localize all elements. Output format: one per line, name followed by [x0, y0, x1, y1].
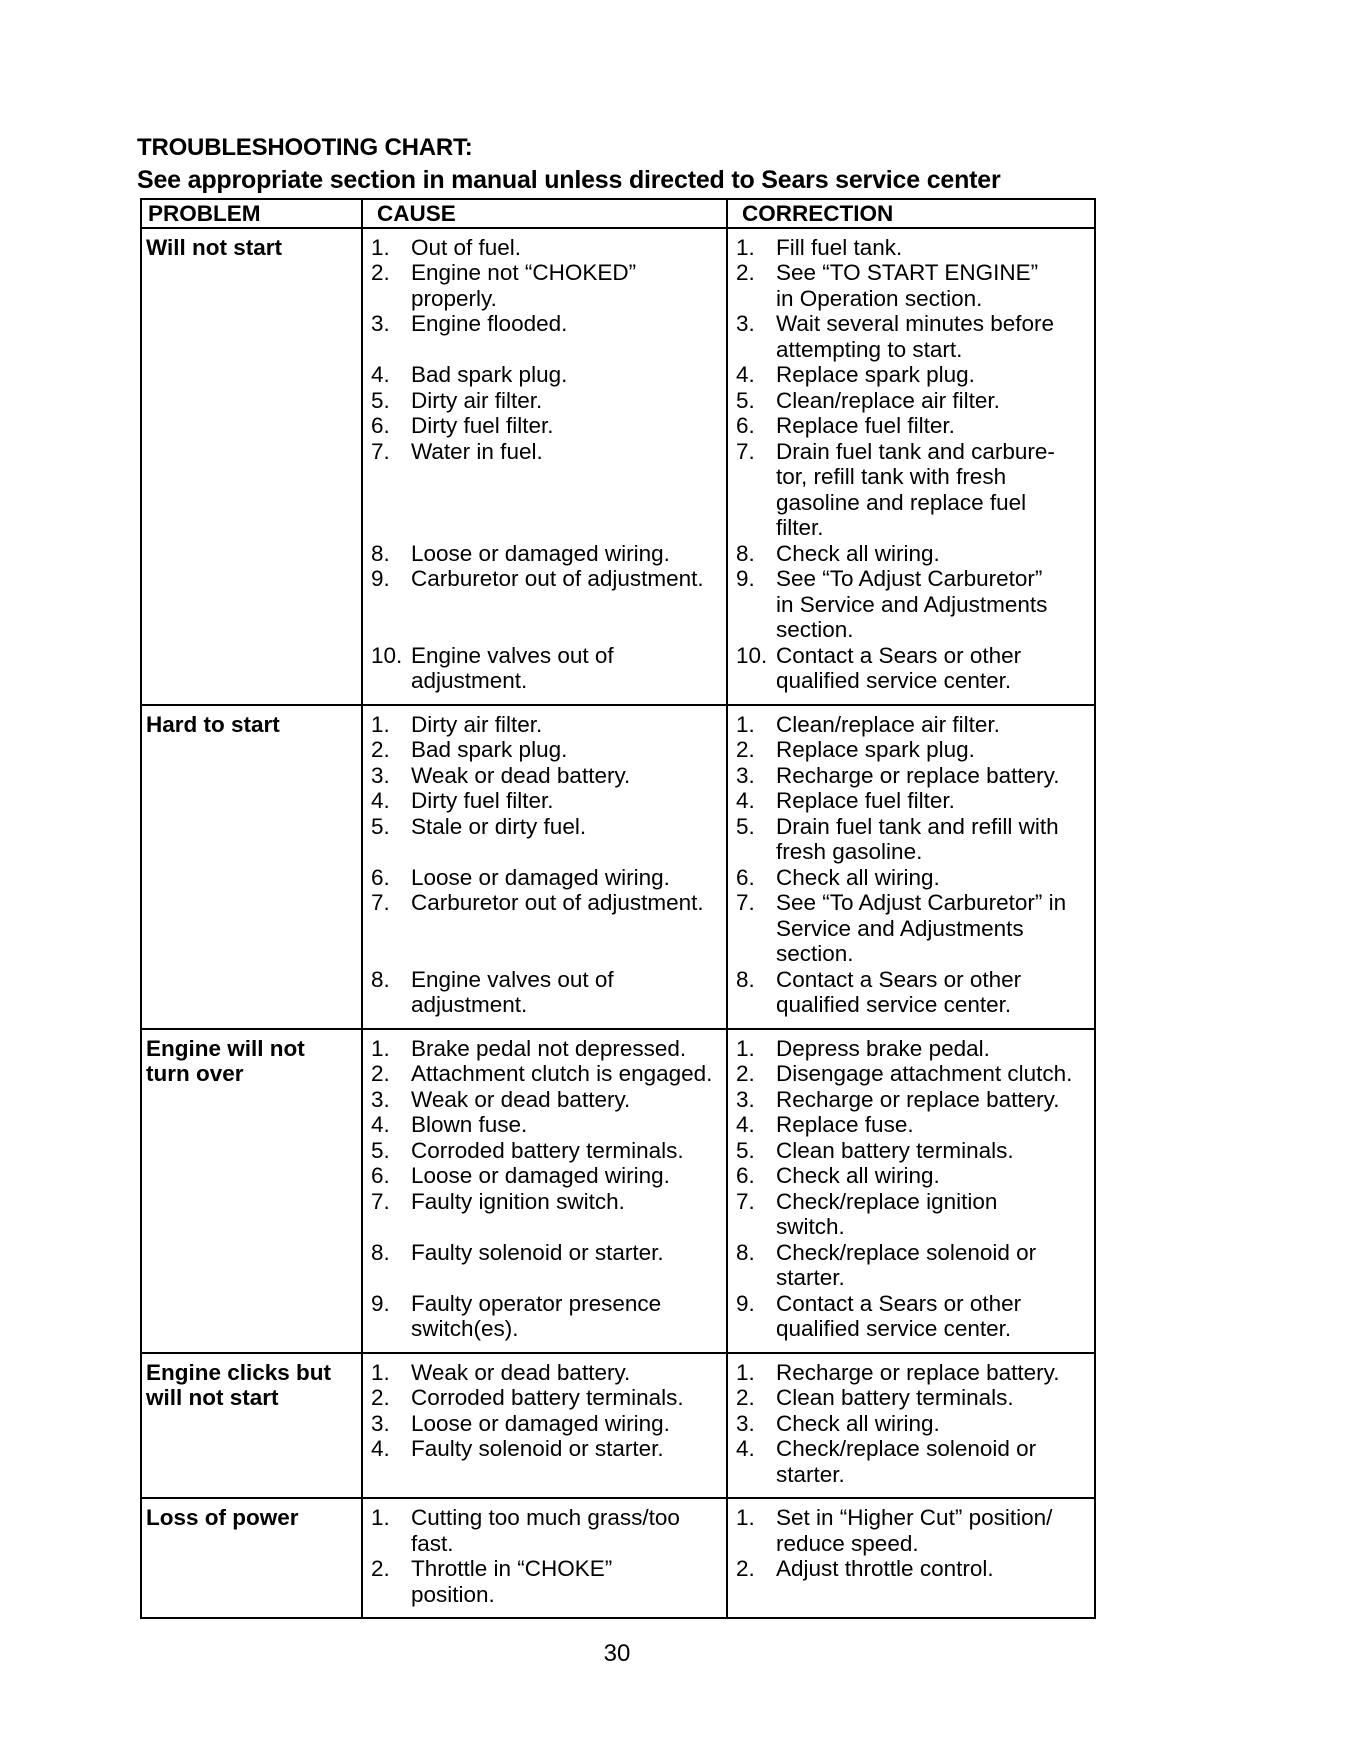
correction-item [732, 712, 1090, 738]
cause-item-text: Dirty fuel filter. [411, 788, 554, 813]
correction-item-text: Drain fuel tank and refill with fresh gasoline. [776, 813, 1059, 864]
cause-cell [362, 1498, 727, 1618]
correction-item [732, 1436, 1090, 1487]
cause-item [367, 737, 722, 763]
correction-item [732, 1411, 1090, 1437]
item-number: 2. [371, 1556, 390, 1581]
correction-item-text: Check all wiring. [776, 1163, 940, 1188]
correction-item [732, 865, 1090, 891]
cause-item-text: Throttle in “CHOKE” position. [411, 1556, 613, 1607]
cause-item [367, 712, 722, 738]
correction-item [732, 1505, 1090, 1556]
cause-item-text: Attachment clutch is engaged. [411, 1061, 713, 1086]
item-number: 4. [371, 788, 390, 813]
cause-item-text: Faulty solenoid or starter. [411, 1436, 664, 1461]
item-number: 2. [371, 1061, 390, 1086]
problem-label: Engine will not turn over [146, 1035, 305, 1086]
item-number: 1. [371, 1359, 390, 1385]
item-number: 3. [736, 1410, 755, 1436]
item-number: 8. [736, 540, 755, 566]
correction-item [732, 967, 1090, 1018]
cause-item-text: Engine valves out of adjustment. [411, 966, 614, 1017]
cause-item-text: Corroded battery terminals. [411, 1137, 684, 1163]
correction-item-text: See “To Adjust Carburetor” in Service and Adjustments section. [776, 566, 1048, 642]
cause-item [367, 388, 722, 414]
item-number: 6. [736, 413, 755, 438]
table-row [141, 1029, 1095, 1353]
correction-item-text: Replace fuse. [776, 1112, 914, 1137]
cause-item [367, 1240, 722, 1291]
item-number: 1. [736, 711, 755, 737]
correction-item [732, 814, 1090, 865]
cause-item [367, 1360, 722, 1386]
item-number: 3. [736, 1086, 755, 1112]
cause-item-text: Dirty air filter. [411, 711, 543, 737]
troubleshooting-table [140, 198, 1096, 1619]
cause-item-text: Loose or damaged wiring. [411, 864, 670, 890]
item-number: 4. [736, 1436, 755, 1461]
table-body [141, 228, 1095, 1619]
cause-item [367, 814, 722, 865]
correction-item [732, 235, 1090, 261]
cause-item-text: Weak or dead battery. [411, 1086, 631, 1112]
cause-item [367, 1138, 722, 1164]
correction-item [732, 1163, 1090, 1189]
item-number: 7. [736, 438, 755, 464]
item-number: 1. [371, 234, 390, 260]
chart-title: TROUBLESHOOTING CHART: [137, 134, 473, 161]
cause-cell [362, 705, 727, 1029]
correction-item-text: Recharge or replace battery. [776, 762, 1060, 788]
correction-item [732, 1240, 1090, 1291]
item-number: 2. [736, 1385, 755, 1410]
correction-item [732, 413, 1090, 439]
correction-item-text: Check/replace solenoid or starter. [776, 1239, 1037, 1290]
correction-item [732, 1556, 1090, 1607]
item-number: 7. [371, 438, 390, 464]
item-number: 9. [371, 566, 390, 591]
correction-item-text: See “To Adjust Carburetor” in Service and Adjustments section. [776, 890, 1067, 966]
correction-item [732, 1087, 1090, 1113]
correction-item [732, 362, 1090, 388]
item-number: 4. [736, 788, 755, 813]
cause-item [367, 1291, 722, 1342]
correction-item-text: Replace fuel filter. [776, 413, 955, 438]
item-number: 3. [371, 762, 390, 788]
item-number: 5. [736, 1137, 755, 1163]
cause-item [367, 541, 722, 567]
cause-item-text: Loose or damaged wiring. [411, 1163, 670, 1188]
item-number: 9. [371, 1290, 390, 1316]
correction-item [732, 1138, 1090, 1164]
cause-item-text: Weak or dead battery. [411, 1359, 631, 1385]
correction-item [732, 1112, 1090, 1138]
item-number: 4. [736, 362, 755, 387]
correction-item-text: Fill fuel tank. [776, 234, 903, 260]
cause-item-text: Carburetor out of adjustment. [411, 890, 704, 915]
column-header-cause: CAUSE [362, 199, 727, 228]
problem-cell [141, 705, 362, 1029]
page-number: 30 [603, 1640, 631, 1667]
correction-item [732, 1189, 1090, 1240]
cause-item [367, 1385, 722, 1411]
page-heading [137, 132, 1137, 196]
cause-item-text: Brake pedal not depressed. [411, 1035, 687, 1061]
correction-cell [727, 705, 1095, 1029]
item-number: 2. [736, 1061, 755, 1086]
item-number: 8. [736, 1239, 755, 1265]
cause-item [367, 788, 722, 814]
problem-cell [141, 228, 362, 705]
cause-item [367, 1163, 722, 1189]
correction-item [732, 311, 1090, 362]
cause-item [367, 1061, 722, 1087]
problem-label: Engine clicks but will not start [146, 1359, 332, 1410]
correction-item [732, 566, 1090, 643]
item-number: 2. [736, 737, 755, 762]
correction-item [732, 388, 1090, 414]
item-number: 5. [371, 1137, 390, 1163]
problem-cell [141, 1353, 362, 1499]
item-number: 8. [736, 966, 755, 992]
correction-item-text: Drain fuel tank and carbure- tor, refill tank with fresh gasoline and replace fuel filter. [776, 438, 1055, 540]
problem-label: Loss of power [146, 1505, 299, 1530]
problem-cell [141, 1498, 362, 1618]
cause-item-text: Faulty operator presence switch(es). [411, 1290, 662, 1341]
correction-item-text: Recharge or replace battery. [776, 1359, 1060, 1385]
correction-item-text: Contact a Sears or other qualified service center. [776, 1290, 1022, 1341]
item-number: 3. [736, 762, 755, 788]
item-number: 5. [736, 387, 755, 413]
item-number: 8. [371, 540, 390, 566]
item-number: 3. [371, 1086, 390, 1112]
item-number: 3. [371, 1410, 390, 1436]
item-number: 6. [736, 1163, 755, 1188]
item-number: 6. [736, 864, 755, 890]
correction-item-text: Set in “Higher Cut” position/ reduce speed. [776, 1505, 1053, 1556]
correction-item [732, 763, 1090, 789]
problem-label: Will not start [146, 234, 283, 260]
cause-item [367, 1189, 722, 1240]
item-number: 1. [736, 1359, 755, 1385]
cause-item-text: Cutting too much grass/too fast. [411, 1505, 680, 1556]
cause-item [367, 865, 722, 891]
item-number: 4. [371, 362, 390, 387]
cause-item [367, 1556, 722, 1607]
correction-item [732, 737, 1090, 763]
item-number: 1. [371, 1505, 390, 1530]
cause-item-text: Loose or damaged wiring. [411, 1410, 670, 1436]
column-header-correction: CORRECTION [727, 199, 1095, 228]
correction-item-text: Wait several minutes before attempting to start. [776, 311, 1055, 362]
item-number: 7. [371, 890, 390, 915]
item-number: 2. [371, 260, 390, 285]
correction-item-text: Recharge or replace battery. [776, 1086, 1060, 1112]
correction-item-text: Replace spark plug. [776, 737, 975, 762]
cause-item-text: Loose or damaged wiring. [411, 540, 670, 566]
item-number: 7. [736, 890, 755, 915]
item-number: 3. [736, 311, 755, 336]
cause-item-text: Weak or dead battery. [411, 762, 631, 788]
item-number: 4. [371, 1112, 390, 1137]
cause-item-text: Faulty ignition switch. [411, 1188, 625, 1214]
cause-item-text: Dirty air filter. [411, 387, 543, 413]
item-number: 8. [371, 1239, 390, 1265]
column-header-problem: PROBLEM [141, 199, 362, 228]
table-row [141, 705, 1095, 1029]
item-number: 5. [371, 813, 390, 839]
item-number: 2. [736, 260, 755, 285]
correction-item-text: Replace spark plug. [776, 362, 975, 387]
cause-item [367, 413, 722, 439]
item-number: 8. [371, 966, 390, 992]
cause-item [367, 1436, 722, 1487]
cause-item-text: Dirty fuel filter. [411, 413, 554, 438]
cause-item-text: Out of fuel. [411, 234, 522, 260]
item-number: 2. [736, 1556, 755, 1581]
correction-cell [727, 1498, 1095, 1618]
correction-item-text: Check/replace ignition switch. [776, 1188, 998, 1239]
cause-item [367, 890, 722, 967]
cause-item [367, 311, 722, 362]
item-number: 1. [736, 234, 755, 260]
correction-cell [727, 1029, 1095, 1353]
cause-item [367, 1087, 722, 1113]
item-number: 1. [371, 1035, 390, 1061]
table-header-row [141, 199, 1095, 228]
cause-item [367, 1505, 722, 1556]
cause-item-text: Carburetor out of adjustment. [411, 566, 704, 591]
chart-subtitle: See appropriate section in manual unless directed to Sears service center [137, 166, 1001, 194]
correction-item-text: Contact a Sears or other qualified service center. [776, 642, 1022, 693]
correction-item [732, 1291, 1090, 1342]
cause-item [367, 439, 722, 541]
item-number: 1. [736, 1505, 755, 1530]
cause-item [367, 763, 722, 789]
correction-item [732, 1360, 1090, 1386]
cause-item [367, 1036, 722, 1062]
cause-item [367, 566, 722, 643]
cause-cell [362, 1353, 727, 1499]
item-number: 9. [736, 566, 755, 591]
table-row [141, 1353, 1095, 1499]
correction-item [732, 1061, 1090, 1087]
item-number: 7. [736, 1188, 755, 1214]
correction-cell [727, 1353, 1095, 1499]
problem-label: Hard to start [146, 711, 280, 737]
correction-item [732, 1036, 1090, 1062]
cause-item-text: Bad spark plug. [411, 362, 568, 387]
item-number: 6. [371, 864, 390, 890]
cause-item [367, 967, 722, 1018]
correction-cell [727, 228, 1095, 705]
correction-item [732, 260, 1090, 311]
item-number: 6. [371, 413, 390, 438]
problem-cell [141, 1029, 362, 1353]
item-number: 5. [371, 387, 390, 413]
correction-item-text: Disengage attachment clutch. [776, 1061, 1073, 1086]
item-number: 2. [371, 737, 390, 762]
correction-item-text: Contact a Sears or other qualified service center. [776, 966, 1022, 1017]
table-row [141, 228, 1095, 705]
cause-item-text: Bad spark plug. [411, 737, 568, 762]
correction-item-text: Depress brake pedal. [776, 1035, 990, 1061]
correction-item [732, 890, 1090, 967]
item-number: 10. [736, 642, 768, 668]
correction-item-text: Clean battery terminals. [776, 1385, 1014, 1410]
cause-item-text: Engine valves out of adjustment. [411, 642, 614, 693]
item-number: 1. [736, 1035, 755, 1061]
cause-item-text: Corroded battery terminals. [411, 1385, 684, 1410]
correction-item-text: Clean battery terminals. [776, 1137, 1014, 1163]
table-row [141, 1498, 1095, 1618]
cause-item-text: Engine flooded. [411, 311, 568, 336]
correction-item-text: Clean/replace air filter. [776, 711, 1000, 737]
correction-item-text: Check/replace solenoid or starter. [776, 1436, 1037, 1487]
correction-item-text: See “TO START ENGINE” in Operation section. [776, 260, 1039, 311]
item-number: 5. [736, 813, 755, 839]
cause-cell [362, 1029, 727, 1353]
item-number: 7. [371, 1188, 390, 1214]
item-number: 4. [736, 1112, 755, 1137]
cause-item-text: Blown fuse. [411, 1112, 528, 1137]
correction-item [732, 541, 1090, 567]
correction-item [732, 643, 1090, 694]
correction-item-text: Adjust throttle control. [776, 1556, 994, 1581]
cause-item [367, 1112, 722, 1138]
item-number: 6. [371, 1163, 390, 1188]
correction-item-text: Check all wiring. [776, 1410, 940, 1436]
correction-item [732, 439, 1090, 541]
correction-item [732, 1385, 1090, 1411]
correction-item-text: Replace fuel filter. [776, 788, 955, 813]
cause-item-text: Stale or dirty fuel. [411, 813, 587, 839]
correction-item-text: Check all wiring. [776, 540, 940, 566]
cause-item [367, 235, 722, 261]
cause-item [367, 643, 722, 694]
correction-item-text: Clean/replace air filter. [776, 387, 1000, 413]
cause-item-text: Water in fuel. [411, 438, 543, 464]
item-number: 9. [736, 1290, 755, 1316]
item-number: 2. [371, 1385, 390, 1410]
cause-item [367, 1411, 722, 1437]
cause-item [367, 362, 722, 388]
item-number: 1. [371, 711, 390, 737]
item-number: 4. [371, 1436, 390, 1461]
correction-item [732, 788, 1090, 814]
cause-item [367, 260, 722, 311]
cause-cell [362, 228, 727, 705]
item-number: 10. [371, 642, 403, 668]
item-number: 3. [371, 311, 390, 336]
correction-item-text: Check all wiring. [776, 864, 940, 890]
cause-item-text: Faulty solenoid or starter. [411, 1239, 664, 1265]
cause-item-text: Engine not “CHOKED” properly. [411, 260, 637, 311]
